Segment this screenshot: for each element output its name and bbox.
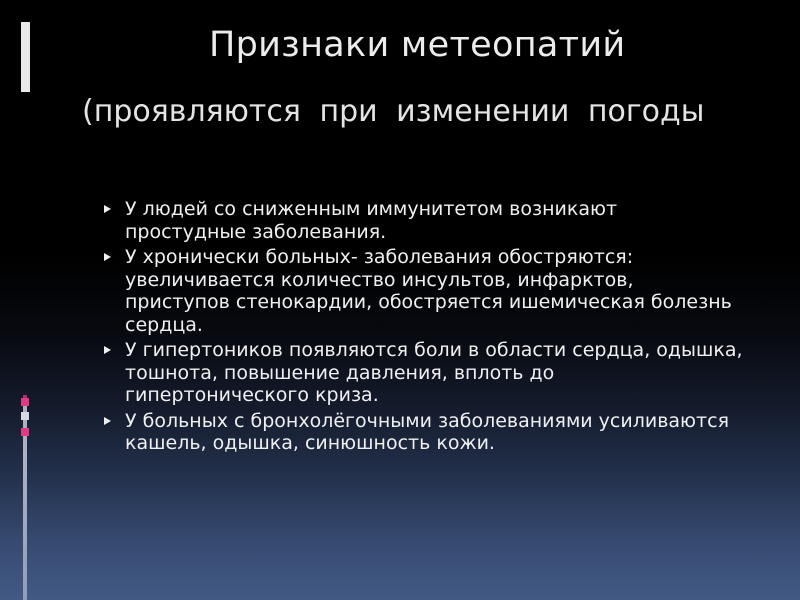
decorative-square	[21, 398, 29, 406]
decorative-block	[21, 22, 30, 68]
bullet-text: У больных с бронхолёгочными заболеваниями усиливаются кашель, одышка, синюшность кожи.	[125, 409, 729, 454]
bullet-item	[104, 246, 744, 336]
bullet-icon	[104, 346, 111, 354]
bullet-text: У хронически больных- заболевания обостряются: увеличивается количество инсультов, инфарктов, приступов стенокардии, обостряется ишемическая болезнь сердца.	[125, 246, 732, 336]
slide-subtitle: (проявляются при изменении погоды	[82, 94, 705, 129]
decorative-square	[21, 412, 29, 420]
bullet-icon	[104, 417, 111, 425]
bullet-item	[104, 339, 744, 407]
decorative-square	[21, 428, 29, 436]
bullet-text: У людей со сниженным иммунитетом возникают простудные заболевания.	[125, 198, 618, 243]
bullet-item	[104, 410, 744, 455]
bullet-text: У гипертоников появляются боли в области сердца, одышка, тошнота, повышение давления, вплоть до гипертонического криза.	[125, 339, 743, 406]
decorative-bar	[23, 395, 27, 600]
slide-title: Признаки метеопатий	[209, 25, 626, 65]
bullet-item	[104, 198, 744, 243]
bullet-icon	[104, 253, 111, 261]
bullet-list	[104, 198, 744, 458]
bullet-icon	[104, 205, 111, 213]
decorative-block	[21, 64, 30, 92]
